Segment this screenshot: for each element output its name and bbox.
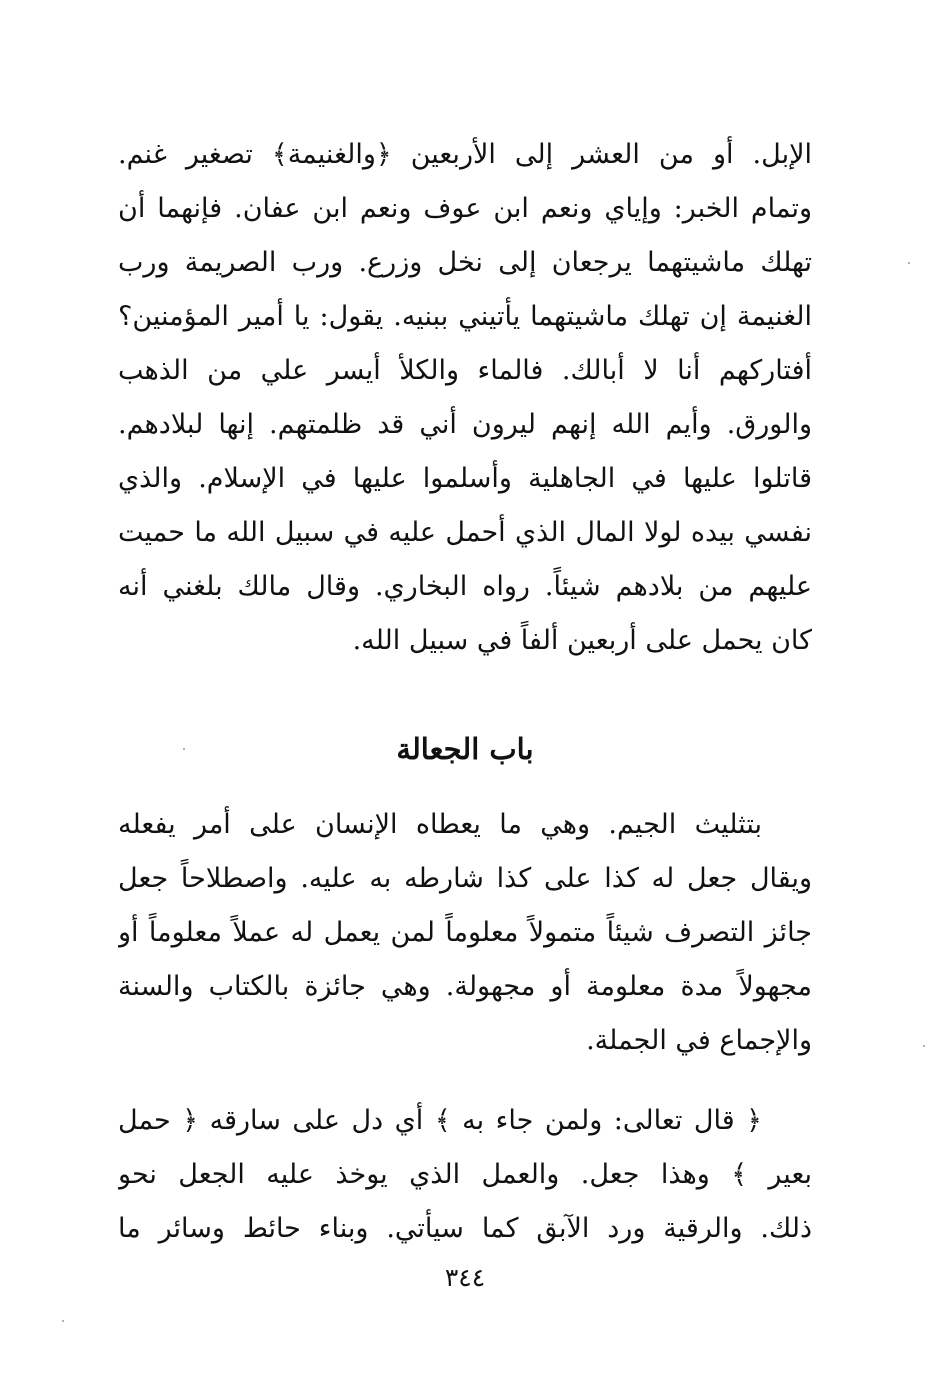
text-line: جائز التصرف شيئاً متمولاً معلوماً لمن يعمل له عملاً معلوماً أو: [118, 917, 812, 948]
paragraph-zakat-continuation: [118, 128, 812, 668]
text-line: تهلك ماشيتهما يرجعان إلى نخل وزرع. ورب الصريمة ورب: [118, 247, 812, 278]
text-line: قاتلوا عليها في الجاهلية وأسلموا عليها في الإسلام. والذي: [118, 463, 812, 494]
text-line: مجهولاً مدة معلومة أو مجهولة. وهي جائزة بالكتاب والسنة: [118, 971, 812, 1002]
scan-speck: [908, 262, 910, 264]
text-line: بعير ﴾ وهذا جعل. والعمل الذي يوخذ عليه الجعل نحو: [118, 1159, 812, 1190]
text-line: والورق. وأيم الله إنهم ليرون أني قد ظلمتهم. إنها لبلادهم.: [118, 409, 812, 440]
paragraph-jaala-evidence: [118, 1094, 812, 1256]
text-line: كان يحمل على أربعين ألفاً في سبيل الله.: [352, 625, 812, 656]
scan-speck: [183, 748, 185, 750]
text-line: الإبل. أو من العشر إلى الأربعين ﴿والغنيمة﴾ تصغير غنم.: [118, 139, 812, 170]
paragraph-jaala-definition: [118, 798, 812, 1068]
text-line: بتثليث الجيم. وهي ما يعطاه الإنسان على أمر يفعله: [118, 809, 762, 840]
chapter-heading: باب الجعالة: [396, 732, 534, 766]
scan-speck: [62, 1320, 64, 1322]
text-line: نفسي بيده لولا المال الذي أحمل عليه في سبيل الله ما حميت: [118, 517, 812, 548]
text-line: وتمام الخبر: وإياي ونعم ابن عوف ونعم ابن عفان. فإنهما أن: [118, 193, 812, 224]
page-number: ٣٤٤: [444, 1263, 486, 1292]
text-line: أفتاركهم أنا لا أبالك. فالماء والكلأ أيسر علي من الذهب: [118, 355, 812, 386]
text-line: ويقال جعل له كذا على كذا شارطه به عليه. واصطلاحاً جعل: [118, 863, 812, 894]
scan-speck: [923, 1045, 925, 1047]
text-line: ﴿ قال تعالى: ولمن جاء به ﴾ أي دل على سارقه ﴿ حمل: [118, 1105, 762, 1136]
text-line: الغنيمة إن تهلك ماشيتهما يأتيني ببنيه. يقول: يا أمير المؤمنين؟: [118, 301, 812, 332]
text-line: والإجماع في الجملة.: [586, 1025, 812, 1056]
text-line: ذلك. والرقية ورد الآبق كما سيأتي. وبناء حائط وسائر ما: [118, 1213, 812, 1244]
text-line: عليهم من بلادهم شيئاً. رواه البخاري. وقال مالك بلغني أنه: [118, 571, 812, 602]
